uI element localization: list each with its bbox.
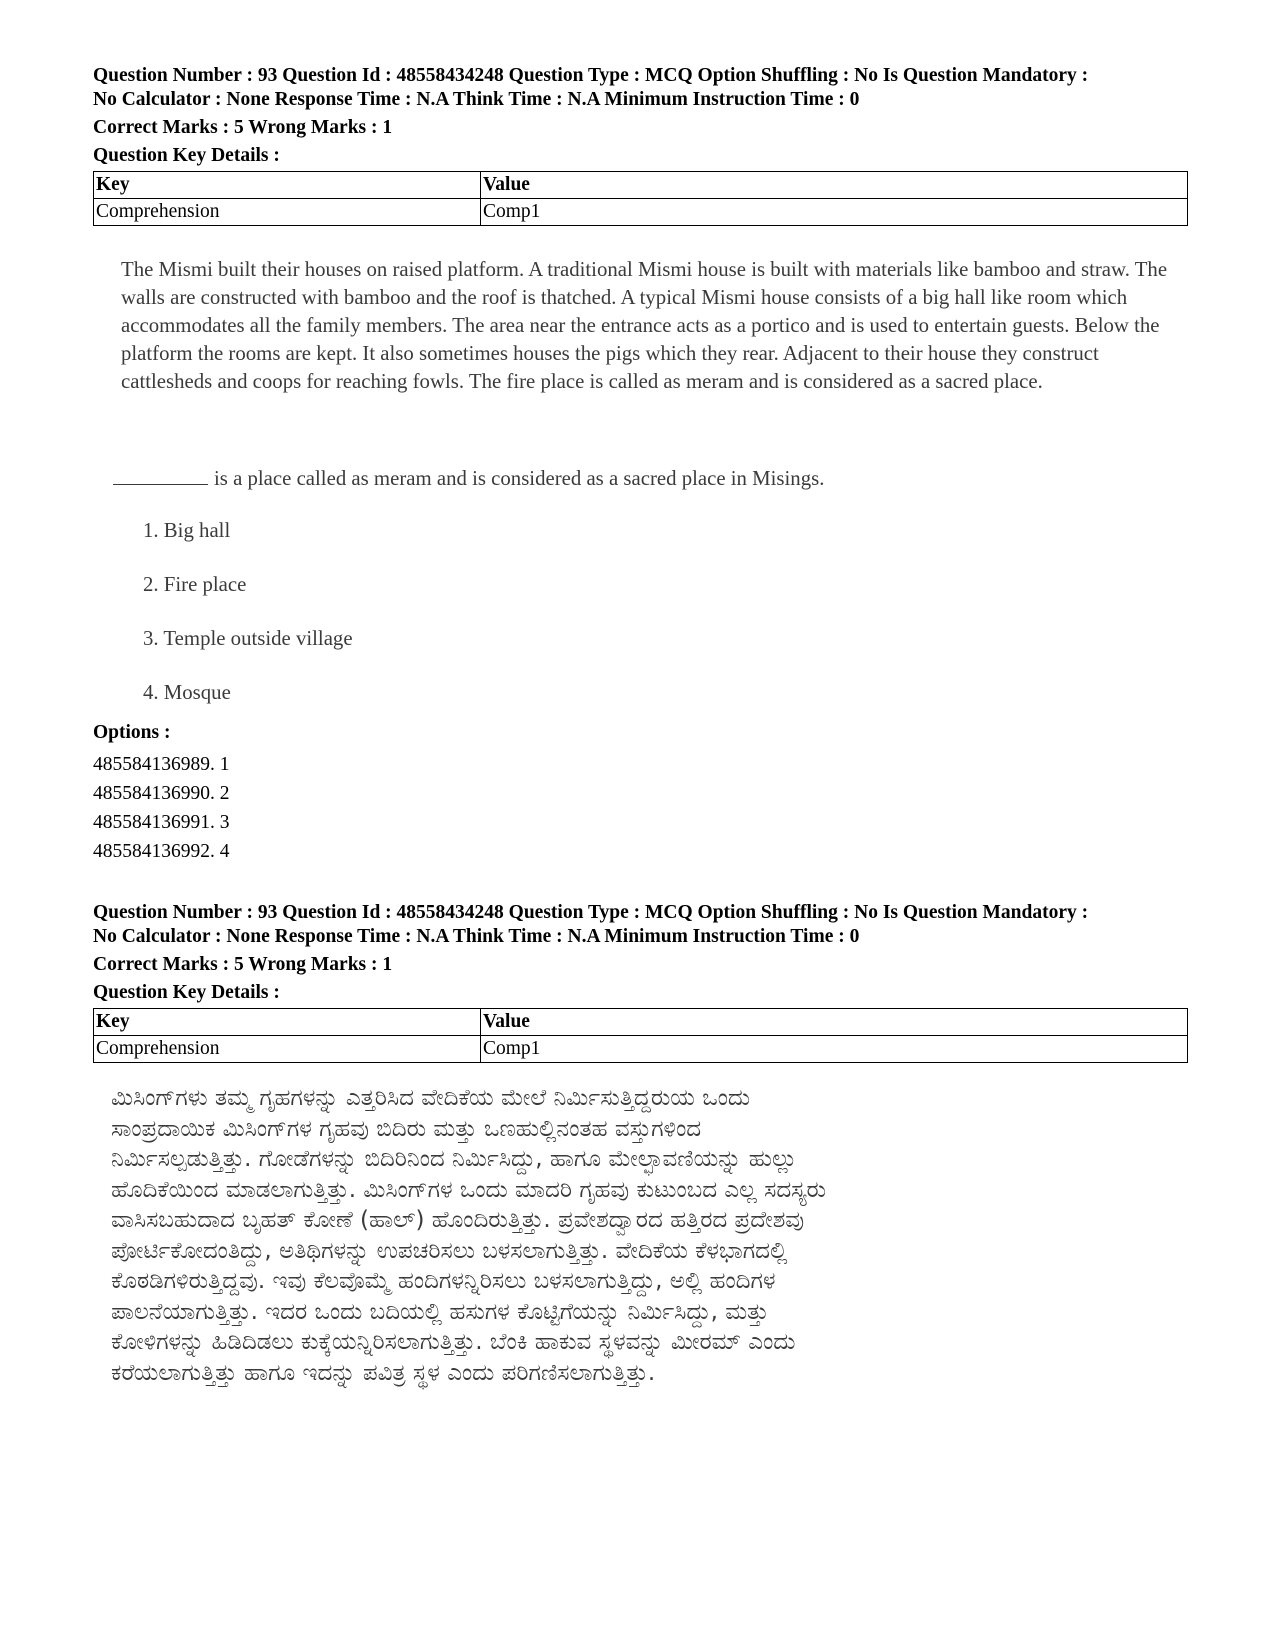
kannada-line: ಮಿಸಿಂಗ್‌ಗಳು ತಮ್ಮ ಗೃಹಗಳನ್ನು ಎತ್ತರಿಸಿದ ವೇದಿಕೆಯ ಮೇಲೆ ನಿರ್ಮಿಸುತ್ತಿದ್ದರುಯ ಒಂದು <box>111 1085 751 1111</box>
question-header-line-1: Question Number : 93 Question Id : 48558434248 Question Type : MCQ Option Shuffling : No Is Question Mandatory : <box>93 65 1089 86</box>
table-header-key: Key <box>94 172 481 199</box>
option-item: 485584136990. 2 <box>93 783 230 804</box>
options-label: Options : <box>93 722 171 743</box>
table-cell-key: Comprehension <box>94 199 481 226</box>
kannada-line: ಹೊದಿಕೆಯಿಂದ ಮಾಡಲಾಗುತ್ತಿತ್ತು. ಮಿಸಿಂಗ್‌ಗಳ ಒಂದು ಮಾದರಿ ಗೃಹವು ಕುಟುಂಬದ ಎಲ್ಲ ಸದಸ್ಯರು <box>111 1176 827 1203</box>
table-header-key: Key <box>94 1009 481 1036</box>
table-header-row <box>94 1009 1188 1036</box>
marks-line: Correct Marks : 5 Wrong Marks : 1 <box>93 954 393 975</box>
choice-item: 4. Mosque <box>143 681 231 704</box>
question-text <box>113 464 1188 493</box>
table-header-row <box>94 172 1188 199</box>
kannada-line: ಕರೆಯಲಾಗುತ್ತಿತ್ತು ಹಾಗೂ ಇದನ್ನು ಪವಿತ್ರ ಸ್ಥಳ ಎಂದು ಪರಿಗಣಿಸಲಾಗುತ್ತಿತ್ತು. <box>111 1359 656 1386</box>
table-row <box>94 199 1188 226</box>
table-cell-key: Comprehension <box>94 1036 481 1063</box>
table-cell-value: Comp1 <box>481 199 1188 226</box>
kannada-line: ಕೋಳಿಗಳನ್ನು ಹಿಡಿದಿಡಲು ಕುಕ್ಕೆಯನ್ನಿರಿಸಲಾಗುತ್ತಿತ್ತು. ಬೆಂಕಿ ಹಾಕುವ ಸ್ಥಳವನ್ನು ಮೀರಮ್ ಎಂದು <box>111 1329 796 1355</box>
question-header-line-1: Question Number : 93 Question Id : 48558434248 Question Type : MCQ Option Shuffling : No Is Question Mandatory : <box>93 902 1089 923</box>
question-header-line-2: No Calculator : None Response Time : N.A Think Time : N.A Minimum Instruction Time : 0 <box>93 89 860 110</box>
kannada-line: ಪೋರ್ಟಿಕೋದಂತಿದ್ದು, ಅತಿಥಿಗಳನ್ನು ಉಪಚರಿಸಲು ಬಳಸಲಾಗುತ್ತಿತ್ತು. ವೇದಿಕೆಯ ಕೆಳಭಾಗದಲ್ಲಿ <box>111 1237 788 1264</box>
option-item: 485584136989. 1 <box>93 754 230 775</box>
kannada-line: ವಾಸಿಸಬಹುದಾದ ಬೃಹತ್ ಕೋಣೆ (ಹಾಲ್) ಹೊಂದಿರುತ್ತಿತ್ತು. ಪ್ರವೇಶದ್ವಾರದ ಹತ್ತಿರದ ಪ್ರದೇಶವು <box>111 1207 805 1233</box>
answer-choices <box>143 517 1188 707</box>
table-cell-value: Comp1 <box>481 1036 1188 1063</box>
key-details-label: Question Key Details : <box>93 145 280 166</box>
question-stem: is a place called as meram and is considered as a sacred place in Misings. <box>214 467 825 490</box>
table-header-value: Value <box>481 172 1188 199</box>
key-details-table <box>93 171 1188 226</box>
table-header-value: Value <box>481 1009 1188 1036</box>
choice-item: 3. Temple outside village <box>143 627 353 650</box>
option-item: 485584136992. 4 <box>93 841 230 862</box>
choice-item: 2. Fire place <box>143 573 247 596</box>
table-row <box>94 1036 1188 1063</box>
kannada-line: ಸಾಂಪ್ರದಾಯಿಕ ಮಿಸಿಂಗ್‌ಗಳ ಗೃಹವು ಬಿದಿರು ಮತ್ತು ಒಣಹುಲ್ಲಿನಂತಹ ವಸ್ತುಗಳಿಂದ <box>111 1115 702 1142</box>
kannada-line: ಕೊಠಡಿಗಳಿರುತ್ತಿದ್ದವು. ಇವು ಕೆಲವೊಮ್ಮೆ ಹಂದಿಗಳನ್ನಿರಿಸಲು ಬಳಸಲಾಗುತ್ತಿದ್ದು, ಅಲ್ಲಿ ಹಂದಿಗಳ <box>111 1268 776 1294</box>
comprehension-passage: The Mismi built their houses on raised platform. A traditional Mismi house is built with materials like bamboo and straw. The walls are constructed with bamboo and the roof is thatched. A typical Mismi house consists of a big hall like room which accommodates all the family members. The area near the entrance acts as a portico and is used to entertain guests. Below the platform the rooms are kept. It also sometimes houses the pigs which they rear. Adjacent to their house they construct cattlesheds and coops for reaching fowls. The fire place is called as meram and is considered as a sacred place. <box>121 258 1168 393</box>
kannada-line: ನಿರ್ಮಿಸಲ್ಪಡುತ್ತಿತ್ತು. ಗೋಡೆಗಳನ್ನು ಬಿದಿರಿನಿಂದ ನಿರ್ಮಿಸಿದ್ದು, ಹಾಗೂ ಮೇಲ್ಛಾವಣಿಯನ್ನು ಹುಲ್ಲು <box>111 1146 797 1172</box>
document-page <box>93 64 1188 1388</box>
option-item: 485584136991. 3 <box>93 812 230 833</box>
kannada-line: ಪಾಲನೆಯಾಗುತ್ತಿತ್ತು. ಇದರ ಒಂದು ಬದಿಯಲ್ಲಿ ಹಸುಗಳ ಕೊಟ್ಟಿಗೆಯನ್ನು ನಿರ್ಮಿಸಿದ್ದು, ಮತ್ತು <box>111 1298 769 1325</box>
key-details-label: Question Key Details : <box>93 982 280 1003</box>
question-block-kannada <box>93 901 1188 1388</box>
answer-blank <box>113 464 208 485</box>
marks-line: Correct Marks : 5 Wrong Marks : 1 <box>93 117 393 138</box>
options-list <box>93 750 1188 866</box>
kannada-passage <box>111 1083 1181 1388</box>
choice-item: 1. Big hall <box>143 519 231 542</box>
key-details-table <box>93 1008 1188 1063</box>
question-header-line-2: No Calculator : None Response Time : N.A Think Time : N.A Minimum Instruction Time : 0 <box>93 926 860 947</box>
question-block-english <box>93 64 1188 866</box>
